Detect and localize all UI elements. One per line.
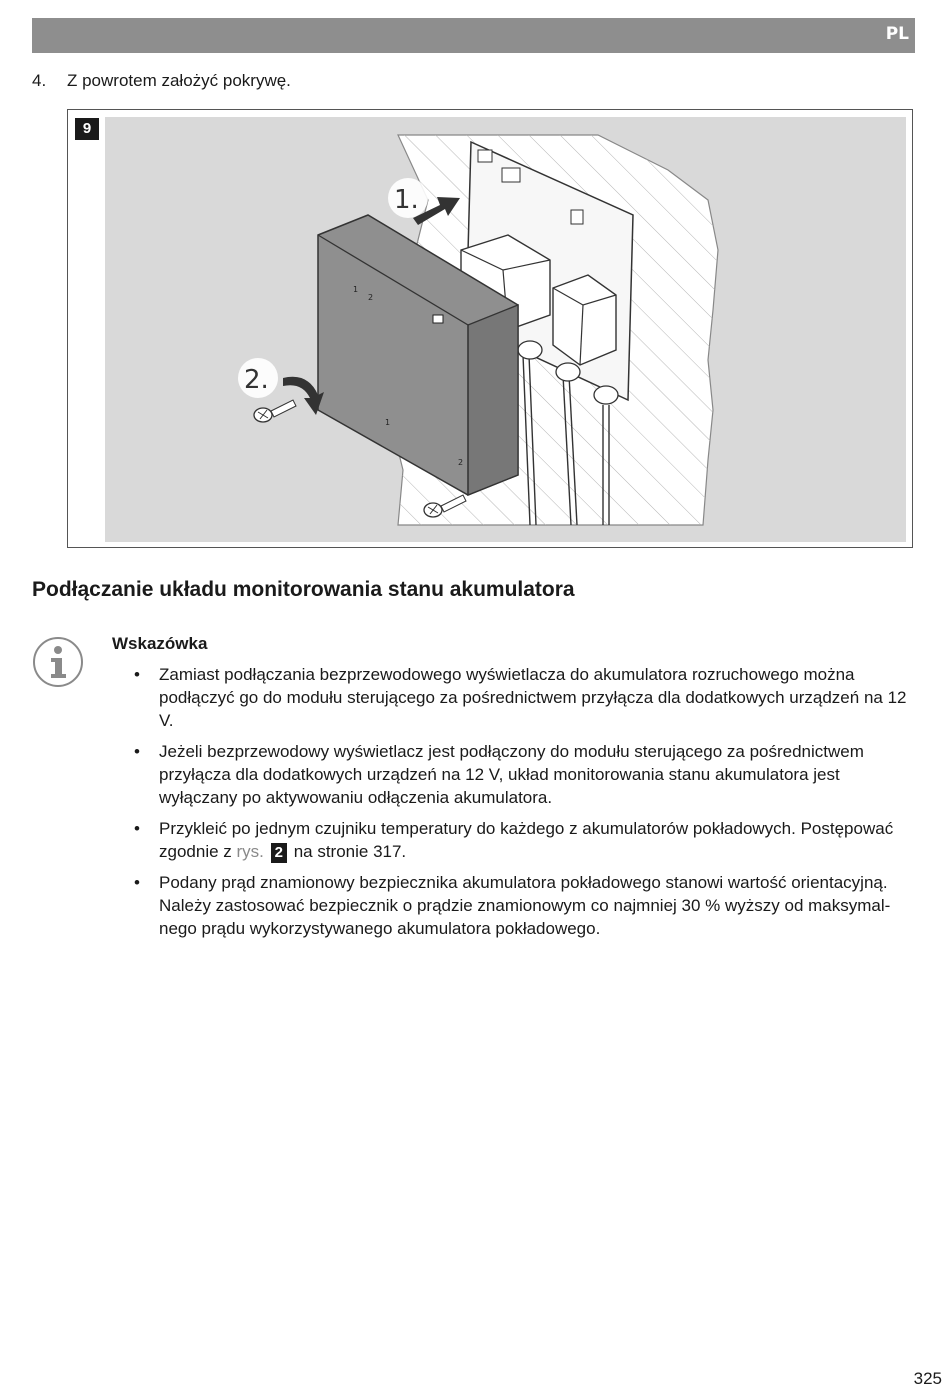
- plate-connector: [502, 168, 520, 182]
- device-label: 1: [353, 285, 359, 294]
- section-title: Podłączanie układu monitorowania stanu akumulatora: [32, 578, 575, 601]
- step-number: 4.: [32, 71, 47, 90]
- mounting-illustration: [68, 110, 914, 549]
- note-title: Wskazówka: [112, 634, 208, 653]
- step-instruction: [32, 71, 291, 91]
- figure-frame: [67, 109, 913, 548]
- bullet-text: Zamiast podłączania bezprzewodowego wyświetlacza do akumulatora rozruchowego można podłączyć go do modułu sterującego za pośrednictwem przyłącza dla dodatkowych urządzeń na 12 V.: [159, 665, 907, 730]
- list-item: • Podany prąd znamionowy bezpiecznika akumulatora pokładowego stanowi wartość orientacyjną. Należy zastosować bezpiecznik o prądzie znamionowym co najmniej 30 % wyższy od maksymal-nego prądu wykorzystywanego akumulatora pokładowego.: [134, 873, 891, 938]
- bullet-text: Przykleić po jednym czujniku temperatury do każdego z akumulatorów pokładowych. Postępować zgodnie z: [159, 819, 894, 861]
- callout-step-2: 2.: [244, 365, 269, 395]
- list-item: • Zamiast podłączania bezprzewodowego wyświetlacza do akumulatora rozruchowego można podłączyć go do modułu sterującego za pośrednictwem przyłącza dla dodatkowych urządzeń na 12 V.: [134, 665, 907, 730]
- figure-reference-badge[interactable]: 2: [271, 843, 287, 863]
- info-icon: [32, 636, 84, 688]
- device-label: 1: [385, 418, 391, 427]
- step-text: Z powrotem założyć pokrywę.: [67, 71, 291, 90]
- list-item: • Przykleić po jednym czujniku temperatury do każdego z akumulatorów pokładowych. Postępować zgodnie z rys. 2 na stronie 317.: [134, 819, 894, 861]
- list-item: • Jeżeli bezprzewodowy wyświetlacz jest podłączony do modułu sterującego za pośrednictwem przyłącza dla dodatkowych urządzeń na 12 V, układ monitorowania stanu akumulatora jest wyłączany po aktywowaniu odłączenia akumulatora.: [134, 742, 864, 807]
- figure-reference-link[interactable]: rys.: [236, 842, 264, 861]
- device-label: 2: [368, 293, 374, 302]
- module-port: [433, 315, 443, 323]
- plate-connector: [571, 210, 583, 224]
- bullet-text: Podany prąd znamionowy bezpiecznika akumulatora pokładowego stanowi wartość orientacyjną. Należy zastosować bezpiecznik o prądzie znamionowym co najmniej 30 % wyższy od maksymal-nego prądu wykorzystywanego akumulatora pokładowego.: [159, 873, 891, 938]
- bullet-text: na stronie 317.: [288, 842, 407, 861]
- note-bullet-list: [112, 663, 912, 948]
- relay-block: [553, 275, 616, 365]
- screw-icon: [254, 400, 296, 422]
- device-label: 2: [458, 458, 464, 467]
- bullet-text: Jeżeli bezprzewodowy wyświetlacz jest podłączony do modułu sterującego za pośrednictwem przyłącza dla dodatkowych urządzeń na 12 V, układ monitorowania stanu akumulatora jest wyłączany po aktywowaniu odłączenia akumulatora.: [159, 742, 864, 807]
- callout-step-1: 1.: [394, 185, 419, 215]
- page-number: 325: [913, 1369, 942, 1388]
- figure-number-badge: 9: [75, 118, 99, 140]
- header-bar: [32, 18, 915, 53]
- plate-tab: [478, 150, 492, 162]
- language-code: PL: [885, 24, 909, 44]
